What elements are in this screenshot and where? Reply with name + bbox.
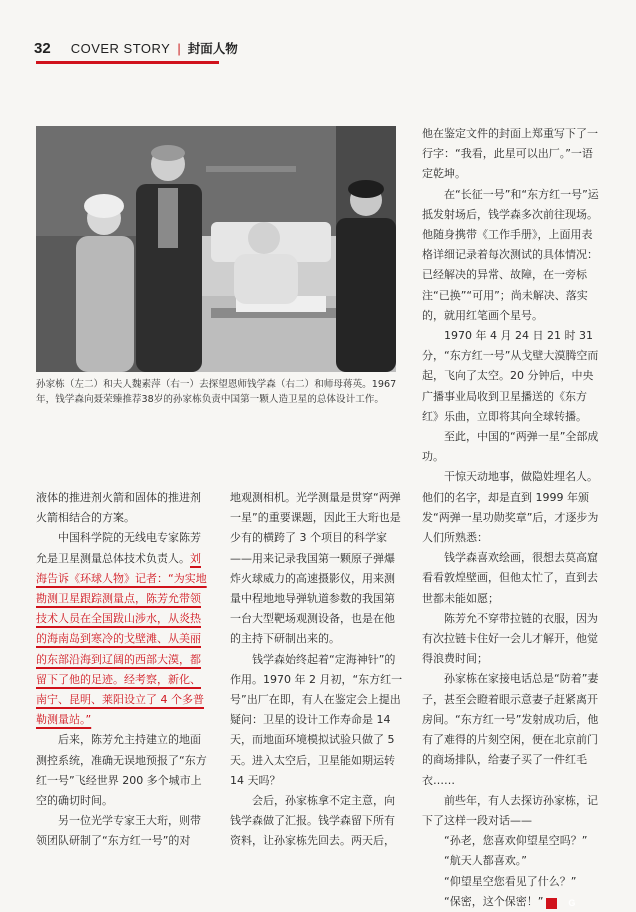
- paragraph: 会后，孙家栋拿不定主意，向钱学森做了汇报。钱学森留下所有资料，让孙家栋先回去。两天后，: [230, 794, 395, 848]
- paragraph: 钱学森喜欢绘画，很想去莫高窟看看敦煌壁画，但他太忙了，直到去世都未能如愿；: [422, 551, 598, 605]
- paragraph: 另一位光学专家王大珩，则带领团队研制了“东方红一号”的对: [36, 814, 201, 848]
- end-mark-icon: G: [546, 898, 557, 909]
- dialogue-line: “孙老，您喜欢仰望星空吗？”: [444, 834, 588, 848]
- paragraph-text: 中国科学院的无线电专家陈芳允是卫星测量总体技术负责人。: [36, 531, 201, 565]
- header-rule: [36, 61, 219, 64]
- article-column-middle: [230, 488, 404, 852]
- paragraph: 他在鉴定文件的封面上郑重写下了一行字：“我看，此星可以出厂。”一语定乾坤。: [422, 127, 598, 181]
- article-column-right: [422, 124, 602, 912]
- page-header: [34, 38, 238, 58]
- dialogue-text: “保密，这个保密！”: [444, 894, 544, 908]
- photo-caption: 孙家栋（左二）和夫人魏素萍（右一）去探望恩师钱学森（右二）和师母蒋英。1967年，钱学森向聂荣臻推荐38岁的孙家栋负责中国第一颗人造卫星的总体设计工作。: [36, 379, 397, 405]
- paragraph: 在“长征一号”和“东方红一号”运抵发射场后，钱学森多次前往现场。他随身携带《工作手册》，上面用表格详细记录着每次测试的具体情况：已经解决的异常、故障，在一旁标注“已换”“可用”；尚未解决、落实的，就用红笔画个星号。: [422, 187, 599, 322]
- paragraph: 陈芳允不穿带拉链的衣服，因为有次拉链卡住好一会儿才解开，他觉得浪费时间；: [422, 611, 598, 666]
- paragraph: [36, 528, 210, 730]
- section-separator: |: [177, 40, 181, 56]
- article-photo: [36, 126, 396, 372]
- paragraph: 钱学森始终起着“定海神针”的作用。1970 年 2 月初，“东方红一号”出厂在即，有人在鉴定会上提出疑问：卫星的设计工作寿命是 14 天，而地面环境模拟试验只做了 5 天。进入太空后，卫星能如期运转 14 天吗？: [230, 652, 403, 787]
- paragraph: 前些年，有人去探访孙家栋，记下了这样一段对话——: [422, 793, 598, 827]
- page-number: 32: [34, 39, 51, 57]
- dialogue-line: “航天人都喜欢。”: [444, 854, 527, 868]
- section-title-cn: 封面人物: [187, 41, 238, 56]
- dialogue-line: “仰望星空您看见了什么？”: [444, 874, 577, 888]
- paragraph: 孙家栋在家接电话总是“防着”妻子，甚至会瞪着眼示意妻子赶紧离开房间。“东方红一号”发射成功后，他有了难得的片刻空闲，便在北京前门的商场排队，给妻子买了一件红毛衣……: [422, 672, 599, 787]
- paragraph: 1970 年 4 月 24 日 21 时 31 分，“东方红一号”从戈壁大漠腾空而起，飞向了太空。20 分钟后，中央广播事业局收到卫星播送的《东方红》乐曲，立即将其向全球转播。: [422, 329, 599, 423]
- paragraph: 干惊天动地事，做隐姓埋名人。他们的名字，却是直到 1999 年颁发“两弹一星功勋奖章”后，才逐步为人们所熟悉：: [422, 470, 599, 545]
- paragraph: 地观测相机。光学测量是贯穿“两弹一星”的重要课题，因此王大珩也是少有的横跨了 3 个项目的科学家——用来记录我国第一颗原子弹爆炸火球威力的高速摄影仪，用来测量中程地地导弹轨道参数的我国第一台大型靶场观测设备，也是在他的主持下研制出来的。: [230, 491, 401, 646]
- highlighted-quote: 刘海告诉《环球人物》记者：“为实地勘测卫星跟踪测量点，陈芳允带领技术人员在全国跋山涉水，从炎热的海南岛到寒冷的戈壁滩、从美丽的东部沿海到辽阔的西部大漠，都留下了他的足迹。经考察，新化、南宁、昆明、莱阳设立了 4 个多普勒测量站。”: [36, 551, 207, 727]
- dialogue-line: [422, 892, 602, 912]
- paragraph: 液体的推进剂火箭和固体的推进剂火箭相结合的方案。: [36, 491, 201, 525]
- section-title-en: COVER STORY: [70, 40, 171, 56]
- photo-people-bedside-icon: [36, 126, 396, 372]
- paragraph: 至此，中国的“两弹一星”全部成功。: [422, 430, 599, 464]
- article-column-left: [36, 488, 210, 852]
- paragraph: 后来，陈芳允主持建立的地面测控系统，准确无误地预报了“东方红一号”飞经世界 200 多个城市上空的确切时间。: [36, 733, 207, 808]
